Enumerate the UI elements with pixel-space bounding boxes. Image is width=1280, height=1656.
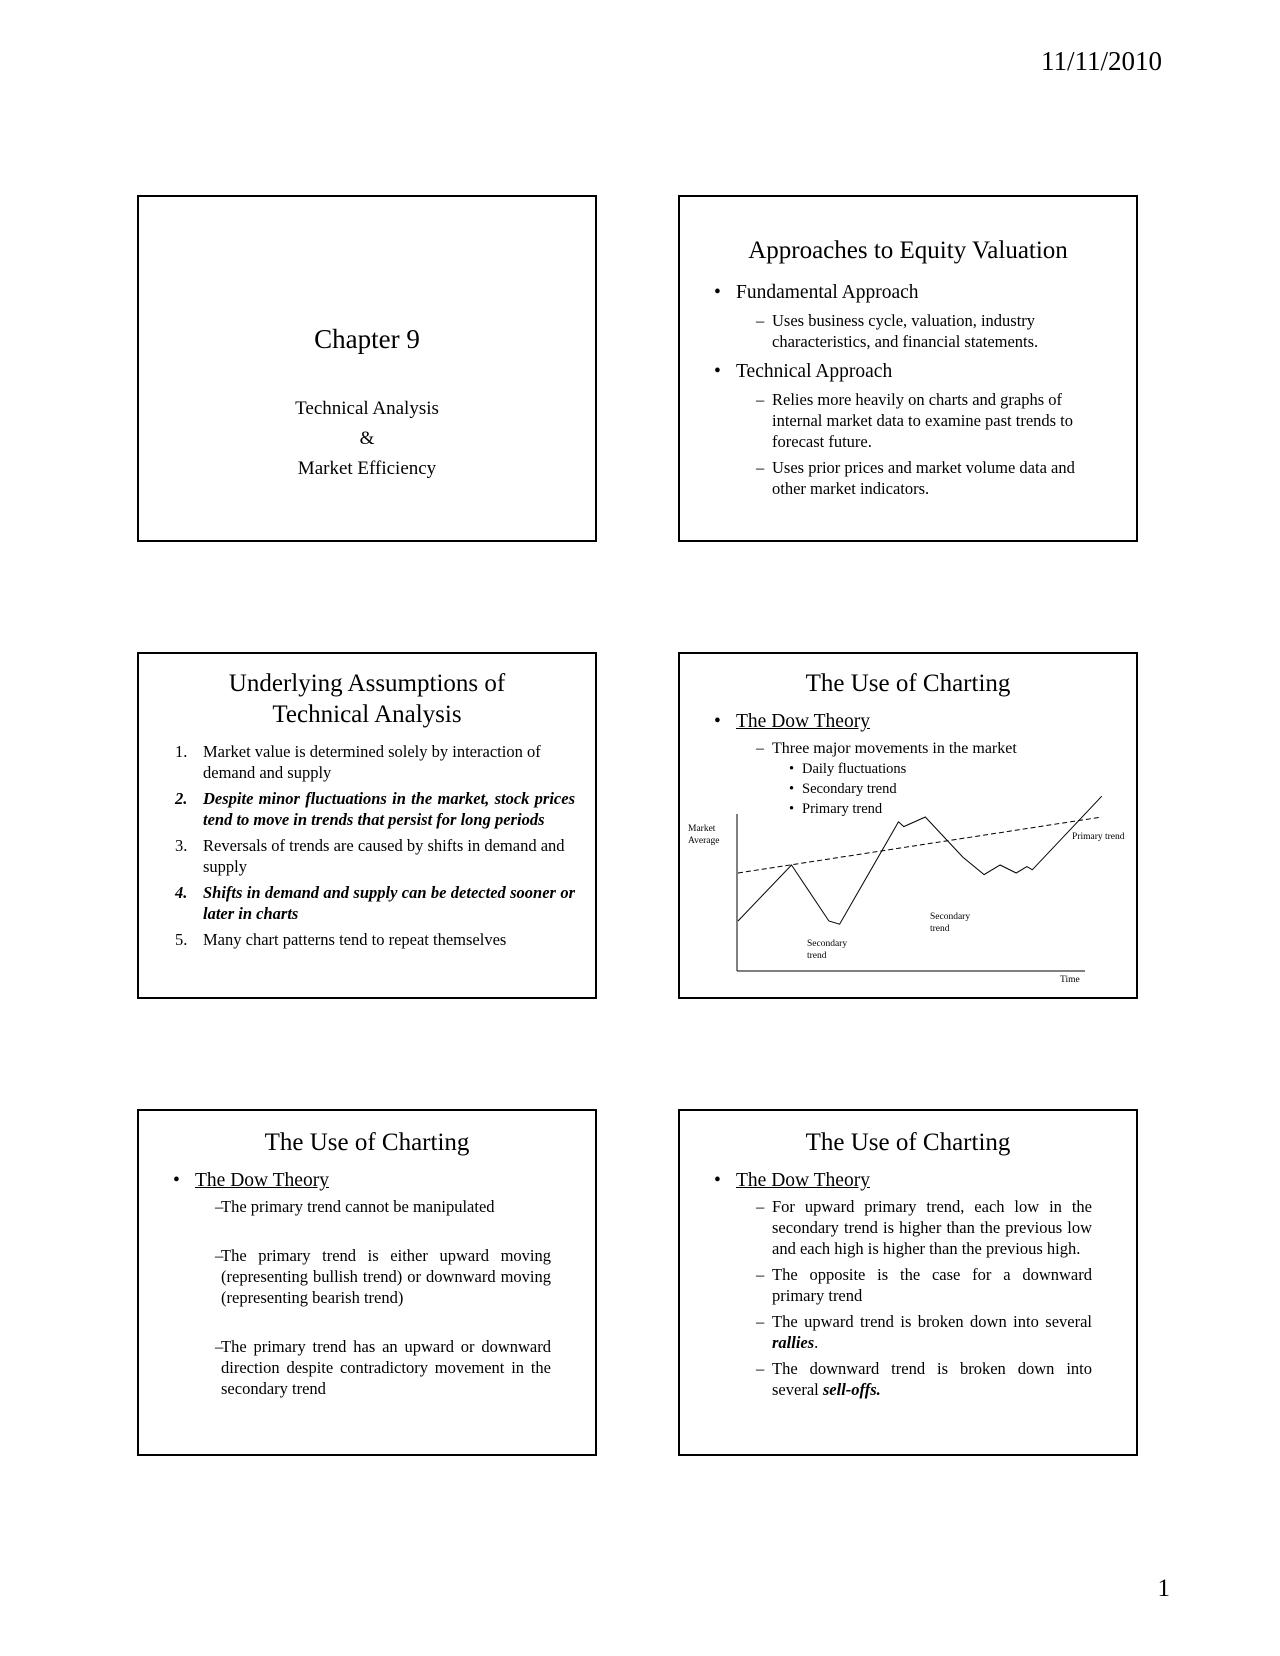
slide-title: The Use of Charting	[264, 1129, 470, 1156]
sub-bullet-text: The downward trend is broken down into several	[772, 1359, 1092, 1399]
slide-approaches	[678, 195, 1138, 542]
slide-chapter-title	[137, 195, 597, 542]
emphasis-sell-offs: sell-offs.	[822, 1380, 881, 1399]
slide-title: Approaches to Equity Valuation	[748, 237, 1068, 264]
slide-title	[139, 668, 595, 730]
sub-bullet	[710, 1311, 1128, 1353]
plot-layer	[738, 796, 1102, 924]
slide-dow-theory-chart	[678, 652, 1138, 999]
bullet-fundamental: • Fundamental Approach	[710, 281, 1128, 305]
secondary-trend-label	[807, 939, 847, 961]
item-number: 3.	[175, 836, 188, 855]
dow-theory-chart	[680, 654, 1138, 999]
primary-trend-line	[738, 817, 1102, 873]
subtitle-line: Market Efficiency	[297, 458, 437, 479]
secondary-trend-label	[930, 912, 970, 934]
bullet-text: The Dow Theory	[195, 1170, 329, 1191]
market-average-line	[738, 796, 1102, 924]
item-number: 2.	[175, 789, 188, 808]
secondary-trend-label-line: trend	[807, 951, 827, 961]
bullet-dow-theory	[169, 1169, 587, 1193]
assumption-list	[175, 741, 575, 955]
slide-assumptions	[137, 652, 597, 999]
y-axis-label	[688, 824, 719, 846]
x-axis-label: Time	[1060, 975, 1080, 985]
bullet-text: The Dow Theory	[736, 711, 870, 732]
sub-bullet	[710, 1358, 1128, 1400]
slide-title: The Use of Charting	[805, 1129, 1011, 1156]
primary-trend-label: Primary trend	[1072, 832, 1125, 842]
slide-title: The Use of Charting	[805, 670, 1011, 697]
y-axis-label-line: Market	[688, 824, 716, 834]
sub-bullet: – The primary trend is either upward moving (representing bullish trend) or downward moving (representing bearish trend)	[169, 1245, 587, 1308]
bullet-dow-theory	[710, 1169, 1128, 1193]
slide-body	[710, 1169, 1128, 1400]
title-line: Technical Analysis	[272, 701, 462, 728]
slide-body	[710, 281, 1128, 499]
bullet-technical: • Technical Approach	[710, 360, 1128, 384]
secondary-trend-label-line: Secondary	[807, 939, 848, 949]
page-number: 1	[1157, 1575, 1170, 1602]
sub-bullet: – The primary trend cannot be manipulated	[169, 1196, 587, 1217]
item-text: Market value is determined solely by interaction of demand and supply	[203, 742, 541, 782]
sub-bullet: – For upward primary trend, each low in the secondary trend is higher than the previous low and each high is higher than the previous high.	[710, 1196, 1128, 1259]
sub-bullet: – Relies more heavily on charts and graphs of internal market data to examine past trends to forecast future.	[710, 389, 1128, 452]
bullet-text: The Dow Theory	[736, 1170, 870, 1191]
sub-sub-bullet: • Primary trend	[710, 799, 1128, 819]
emphasis-rallies: rallies	[772, 1333, 815, 1352]
secondary-trend-label-line: Secondary	[930, 912, 971, 922]
sub-bullet-text: The upward trend is broken down into several	[772, 1312, 1092, 1331]
secondary-trend-label-line: trend	[930, 924, 950, 934]
sub-bullet: – Uses prior prices and market volume data and other market indicators.	[710, 457, 1128, 499]
item-text: Reversals of trends are caused by shifts in demand and supply	[203, 836, 565, 876]
slide-dow-theory-primary	[137, 1109, 597, 1456]
item-text: Many chart patterns tend to repeat themselves	[203, 930, 507, 949]
slide-subtitle	[139, 394, 595, 484]
sub-bullet: – The opposite is the case for a downward primary trend	[710, 1264, 1128, 1306]
list-item	[175, 882, 575, 924]
sub-bullet-text: .	[814, 1333, 819, 1352]
slide-dow-theory-trends	[678, 1109, 1138, 1456]
list-item	[175, 929, 575, 950]
list-item	[175, 835, 575, 877]
subtitle-line: &	[359, 428, 375, 449]
sub-sub-bullet: • Daily fluctuations	[710, 759, 1128, 779]
item-number: 5.	[175, 930, 188, 949]
item-text: Despite minor fluctuations in the market, stock prices tend to move in trends that persist for long periods	[203, 789, 575, 829]
sub-sub-bullet: • Secondary trend	[710, 779, 1128, 799]
sub-bullet: – Uses business cycle, valuation, industry characteristics, and financial statements.	[710, 310, 1128, 352]
subtitle-line: Technical Analysis	[295, 398, 439, 419]
item-number: 4.	[175, 883, 188, 902]
y-axis-label-line: Average	[688, 836, 720, 846]
list-item	[175, 741, 575, 783]
sub-bullet: – Three major movements in the market	[710, 738, 1128, 759]
title-line: Underlying Assumptions of	[228, 670, 506, 697]
header-date: 11/11/2010	[1041, 46, 1162, 76]
item-number: 1.	[175, 742, 188, 761]
list-item	[175, 788, 575, 830]
slide-body	[169, 1169, 587, 1399]
slide-title: Chapter 9	[314, 324, 420, 354]
sub-bullet: – The primary trend has an upward or downward direction despite contradictory movement in the secondary trend	[169, 1336, 587, 1399]
item-text: Shifts in demand and supply can be detected sooner or later in charts	[203, 883, 575, 923]
